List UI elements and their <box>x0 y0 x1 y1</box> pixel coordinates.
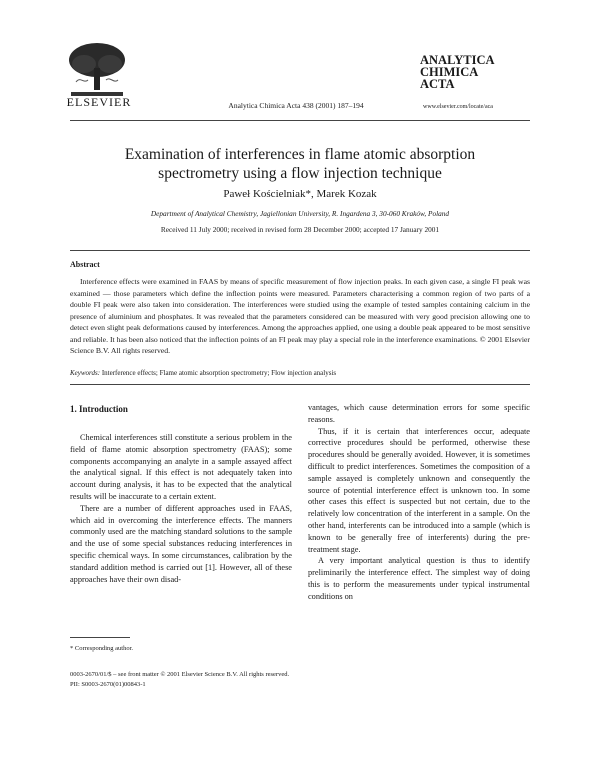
journal-logo-line: ACTA <box>420 77 455 91</box>
abstract-heading: Abstract <box>70 260 100 269</box>
paragraph: vantages, which cause determination errors for some specific reasons. <box>308 403 530 424</box>
left-column <box>70 432 292 585</box>
publisher-name: ELSEVIER <box>66 95 132 109</box>
header-divider <box>70 120 530 121</box>
title-line: Examination of interferences in flame atomic absorption <box>124 146 476 163</box>
pii-line: PII: S0003-2670(01)00843-1 <box>70 681 146 688</box>
journal-logo-line: CHIMICA <box>420 65 479 79</box>
keywords-list: Interference effects; Flame atomic absorption spectrometry; Flow injection analysis <box>101 369 337 377</box>
paragraph: A very important analytical question is thus to identify preliminarily the interference effect. The simplest way of doing this is to perform the measurements under typical instrumental conditions on <box>308 556 530 601</box>
section-heading-introduction: 1. Introduction <box>70 404 128 414</box>
article-dates: Received 11 July 2000; received in revised form 28 December 2000; accepted 17 January 2001 <box>160 225 440 234</box>
journal-logo <box>420 54 494 90</box>
journal-logo-line: ANALYTICA <box>420 53 495 67</box>
affiliation: Department of Analytical Chemistry, Jagiellonian University, R. Ingardena 3, 30-060 Kraków, Poland <box>150 209 450 218</box>
footnote-corresponding-author: * Corresponding author. <box>70 645 134 652</box>
front-matter <box>70 670 289 690</box>
keywords-label: Keywords: <box>70 369 101 377</box>
paragraph: Thus, if it is certain that interferences occur, adequate corrective procedures should be performed, otherwise these procedures should be generally avoided. However, it is sometimes difficult to predict interferences. Sometimes the composition of a sample assayed is completely unknown and consequently the source of potential interference effect is unknown too. In some other cases this effect is suspected but not certain, due to the relatively low concentration of the interferent in a sample. On the other hand, interferents can be introduced into a sample (which is known to be generally free of interferents) during the pre-treatment stage. <box>308 426 530 554</box>
elsevier-tree-logo-icon <box>66 40 128 98</box>
journal-citation: Analytica Chimica Acta 438 (2001) 187–194 <box>228 101 364 110</box>
right-column <box>308 402 530 603</box>
issn-line: 0003-2670/01/$ – see front matter © 2001 Elsevier Science B.V. All rights reserved. <box>70 671 290 678</box>
paragraph: There are a number of different approaches used in FAAS, which aid in overcoming the interference effects. The manners commonly used are the matching standard solutions to the sample and the use of some special substances reducing interferences in specific chemical ways. In some circumstances, calibration by the standard addition method is carried out [1]. However, all of these approaches have their own disad- <box>70 503 292 584</box>
abstract-divider <box>70 384 530 385</box>
journal-url[interactable]: www.elsevier.com/locate/aca <box>423 104 493 110</box>
keywords <box>70 369 530 377</box>
article-title <box>70 145 530 183</box>
title-line: spectrometry using a flow injection technique <box>158 165 442 182</box>
abstract-text: Interference effects were examined in FAAS by means of specific measurement of flow injection peaks. In each given case, a single FI peak was examined — those parameters which define the inflection points were measured. Parameters characterising a common region of two parts of a double FI peak were also taken into consideration. The interferences were studied using the example of tested samples containing calcium in the presence of aluminium and phosphates. It was revealed that the parameters considered can be measured with very good precision allowing one to detect even slight peak deformations caused by interferences. Among the approaches applied, one using a double peak appeared to be most sensitive and reliable. It has been also noticed that the inflection points of an FI peak may play a special role in the interference examinations. © 2001 Elsevier Science B.V. All rights reserved. <box>70 277 530 355</box>
paragraph: Chemical interferences still constitute a serious problem in the field of flame atomic absorption spectrometry (FAAS); some components accompanying an analyte in a sample assayed affect the analytical signal. If this effect is not adequately taken into account during analysis, it has to be expected that the analytical results will be inaccurate to a certain extent. <box>70 433 292 501</box>
footnote-divider <box>70 637 130 638</box>
title-divider <box>70 250 530 251</box>
authors: Paweł Kościelniak*, Marek Kozak <box>223 188 377 200</box>
